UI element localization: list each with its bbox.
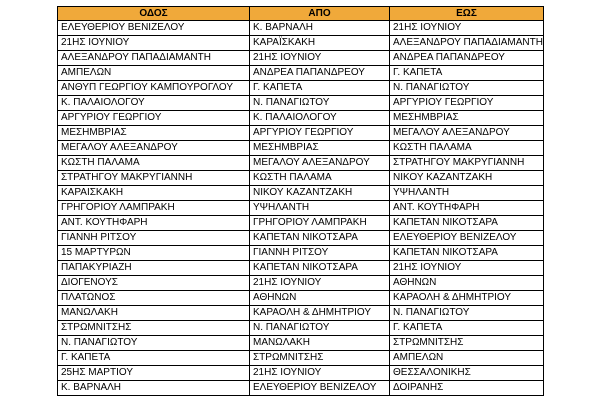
- table-row: [58, 306, 544, 321]
- to-cell: Γ. ΚΑΠΕΤΑ: [390, 66, 544, 81]
- to-cell: ΝΙΚΟΥ ΚΑΖΑΝΤΖΑΚΗ: [390, 171, 544, 186]
- street-cell: Γ. ΚΑΠΕΤΑ: [58, 351, 250, 366]
- from-cell: ΓΡΗΓΟΡΙΟΥ ΛΑΜΠΡΑΚΗ: [250, 216, 390, 231]
- from-cell: ΚΩΣΤΗ ΠΑΛΑΜΑ: [250, 171, 390, 186]
- table-row: [58, 276, 544, 291]
- from-cell: ΚΑΠΕΤΑΝ ΝΙΚΟΤΣΑΡΑ: [250, 261, 390, 276]
- from-cell: ΑΡΓΥΡΙΟΥ ΓΕΩΡΓΙΟΥ: [250, 126, 390, 141]
- to-cell: ΑΝΔΡΕΑ ΠΑΠΑΝΔΡΕΟΥ: [390, 51, 544, 66]
- street-cell: Κ. ΠΑΛΑΙΟΛΟΓΟΥ: [58, 96, 250, 111]
- table-header-row: [58, 7, 544, 21]
- from-cell: ΜΕΓΑΛΟΥ ΑΛΕΞΑΝΔΡΟΥ: [250, 156, 390, 171]
- to-cell: Γ. ΚΑΠΕΤΑ: [390, 321, 544, 336]
- street-cell: ΑΜΠΕΛΩΝ: [58, 66, 250, 81]
- to-cell: ΥΨΗΛΑΝΤΗ: [390, 186, 544, 201]
- street-cell: ΓΙΑΝΝΗ ΡΙΤΣΟΥ: [58, 231, 250, 246]
- to-cell: Ν. ΠΑΝΑΓΙΩΤΟΥ: [390, 81, 544, 96]
- table-row: [58, 261, 544, 276]
- street-cell: ΚΩΣΤΗ ΠΑΛΑΜΑ: [58, 156, 250, 171]
- to-cell: ΔΟΙΡΑΝΗΣ: [390, 381, 544, 396]
- from-cell: Ν. ΠΑΝΑΓΙΩΤΟΥ: [250, 321, 390, 336]
- from-cell: ΝΙΚΟΥ ΚΑΖΑΝΤΖΑΚΗ: [250, 186, 390, 201]
- to-cell: ΕΛΕΥΘΕΡΙΟΥ ΒΕΝΙΖΕΛΟΥ: [390, 231, 544, 246]
- from-cell: 21ΗΣ ΙΟΥΝΙΟΥ: [250, 276, 390, 291]
- table-row: [58, 81, 544, 96]
- to-cell: ΜΕΓΑΛΟΥ ΑΛΕΞΑΝΔΡΟΥ: [390, 126, 544, 141]
- to-cell: ΣΤΡΩΜΝΙΤΣΗΣ: [390, 336, 544, 351]
- table-row: [58, 51, 544, 66]
- table-row: [58, 66, 544, 81]
- table-row: [58, 381, 544, 396]
- column-header-from: ΑΠΟ: [250, 7, 390, 21]
- table-row: [58, 216, 544, 231]
- from-cell: ΓΙΑΝΝΗ ΡΙΤΣΟΥ: [250, 246, 390, 261]
- table-body: [58, 21, 544, 396]
- street-cell: ΑΛΕΞΑΝΔΡΟΥ ΠΑΠΑΔΙΑΜΑΝΤΗ: [58, 51, 250, 66]
- from-cell: ΜΑΝΩΛΑΚΗ: [250, 336, 390, 351]
- table-row: [58, 366, 544, 381]
- street-cell: ΕΛΕΥΘΕΡΙΟΥ ΒΕΝΙΖΕΛΟΥ: [58, 21, 250, 36]
- from-cell: ΚΑΡΑΪΣΚΑΚΗ: [250, 36, 390, 51]
- table-row: [58, 201, 544, 216]
- to-cell: ΚΩΣΤΗ ΠΑΛΑΜΑ: [390, 141, 544, 156]
- from-cell: ΑΘΗΝΩΝ: [250, 291, 390, 306]
- table-row: [58, 126, 544, 141]
- streets-table: [57, 6, 544, 396]
- table-row: [58, 171, 544, 186]
- table-row: [58, 351, 544, 366]
- street-cell: ΑΝΤ. ΚΟΥΤΗΦΑΡΗ: [58, 216, 250, 231]
- street-cell: ΜΕΓΑΛΟΥ ΑΛΕΞΑΝΔΡΟΥ: [58, 141, 250, 156]
- table-row: [58, 141, 544, 156]
- to-cell: ΑΡΓΥΡΙΟΥ ΓΕΩΡΓΙΟΥ: [390, 96, 544, 111]
- from-cell: ΣΤΡΩΜΝΙΤΣΗΣ: [250, 351, 390, 366]
- table-row: [58, 246, 544, 261]
- to-cell: ΚΑΠΕΤΑΝ ΝΙΚΟΤΣΑΡΑ: [390, 246, 544, 261]
- table-row: [58, 321, 544, 336]
- street-cell: ΠΛΑΤΩΝΟΣ: [58, 291, 250, 306]
- to-cell: ΣΤΡΑΤΗΓΟΥ ΜΑΚΡΥΓΙΑΝΝΗ: [390, 156, 544, 171]
- street-cell: ΣΤΡΑΤΗΓΟΥ ΜΑΚΡΥΓΙΑΝΝΗ: [58, 171, 250, 186]
- street-cell: ΜΑΝΩΛΑΚΗ: [58, 306, 250, 321]
- street-cell: ΚΑΡΑΙΣΚΑΚΗ: [58, 186, 250, 201]
- from-cell: ΑΝΔΡΕΑ ΠΑΠΑΝΔΡΕΟΥ: [250, 66, 390, 81]
- street-cell: ΑΡΓΥΡΙΟΥ ΓΕΩΡΓΙΟΥ: [58, 111, 250, 126]
- street-cell: ΜΕΣΗΜΒΡΙΑΣ: [58, 126, 250, 141]
- street-cell: ΑΝΘΥΠ ΓΕΩΡΓΙΟΥ ΚΑΜΠΟΥΡΟΓΛΟΥ: [58, 81, 250, 96]
- street-cell: Ν. ΠΑΝΑΓΙΩΤΟΥ: [58, 336, 250, 351]
- from-cell: ΥΨΗΛΑΝΤΗ: [250, 201, 390, 216]
- to-cell: ΚΑΠΕΤΑΝ ΝΙΚΟΤΣΑΡΑ: [390, 216, 544, 231]
- street-cell: ΔΙΟΓΕΝΟΥΣ: [58, 276, 250, 291]
- to-cell: 21ΗΣ ΙΟΥΝΙΟΥ: [390, 21, 544, 36]
- column-header-to: ΕΩΣ: [390, 7, 544, 21]
- to-cell: ΑΜΠΕΛΩΝ: [390, 351, 544, 366]
- street-cell: ΠΑΠΑΚΥΡΙΑΖΗ: [58, 261, 250, 276]
- to-cell: Ν. ΠΑΝΑΓΙΩΤΟΥ: [390, 306, 544, 321]
- street-cell: 25ΗΣ ΜΑΡΤΙΟΥ: [58, 366, 250, 381]
- table-row: [58, 291, 544, 306]
- table-row: [58, 186, 544, 201]
- street-cell: ΣΤΡΩΜΝΙΤΣΗΣ: [58, 321, 250, 336]
- to-cell: ΚΑΡΑΟΛΗ & ΔΗΜΗΤΡΙΟΥ: [390, 291, 544, 306]
- table-row: [58, 36, 544, 51]
- from-cell: Ν. ΠΑΝΑΓΙΩΤΟΥ: [250, 96, 390, 111]
- to-cell: ΑΝΤ. ΚΟΥΤΗΦΑΡΗ: [390, 201, 544, 216]
- table-row: [58, 96, 544, 111]
- from-cell: ΜΕΣΗΜΒΡΙΑΣ: [250, 141, 390, 156]
- from-cell: ΚΑΠΕΤΑΝ ΝΙΚΟΤΣΑΡΑ: [250, 231, 390, 246]
- table-row: [58, 21, 544, 36]
- street-cell: 21ΗΣ ΙΟΥΝΙΟΥ: [58, 36, 250, 51]
- table-row: [58, 231, 544, 246]
- street-cell: Κ. ΒΑΡΝΑΛΗ: [58, 381, 250, 396]
- to-cell: 21ΗΣ ΙΟΥΝΙΟΥ: [390, 261, 544, 276]
- from-cell: 21ΗΣ ΙΟΥΝΙΟΥ: [250, 366, 390, 381]
- to-cell: ΑΛΕΞΑΝΔΡΟΥ ΠΑΠΑΔΙΑΜΑΝΤΗ: [390, 36, 544, 51]
- from-cell: Γ. ΚΑΠΕΤΑ: [250, 81, 390, 96]
- from-cell: ΕΛΕΥΘΕΡΙΟΥ ΒΕΝΙΖΕΛΟΥ: [250, 381, 390, 396]
- to-cell: ΘΕΣΣΑΛΟΝΙΚΗΣ: [390, 366, 544, 381]
- to-cell: ΜΕΣΗΜΒΡΙΑΣ: [390, 111, 544, 126]
- column-header-street: ΟΔΟΣ: [58, 7, 250, 21]
- to-cell: ΑΘΗΝΩΝ: [390, 276, 544, 291]
- street-cell: ΓΡΗΓΟΡΙΟΥ ΛΑΜΠΡΑΚΗ: [58, 201, 250, 216]
- street-cell: 15 ΜΑΡΤΥΡΩΝ: [58, 246, 250, 261]
- from-cell: 21ΗΣ ΙΟΥΝΙΟΥ: [250, 51, 390, 66]
- table-row: [58, 156, 544, 171]
- from-cell: ΚΑΡΑΟΛΗ & ΔΗΜΗΤΡΙΟΥ: [250, 306, 390, 321]
- from-cell: Κ. ΠΑΛΑΙΟΛΟΓΟΥ: [250, 111, 390, 126]
- table-row: [58, 336, 544, 351]
- from-cell: Κ. ΒΑΡΝΑΛΗ: [250, 21, 390, 36]
- table-row: [58, 111, 544, 126]
